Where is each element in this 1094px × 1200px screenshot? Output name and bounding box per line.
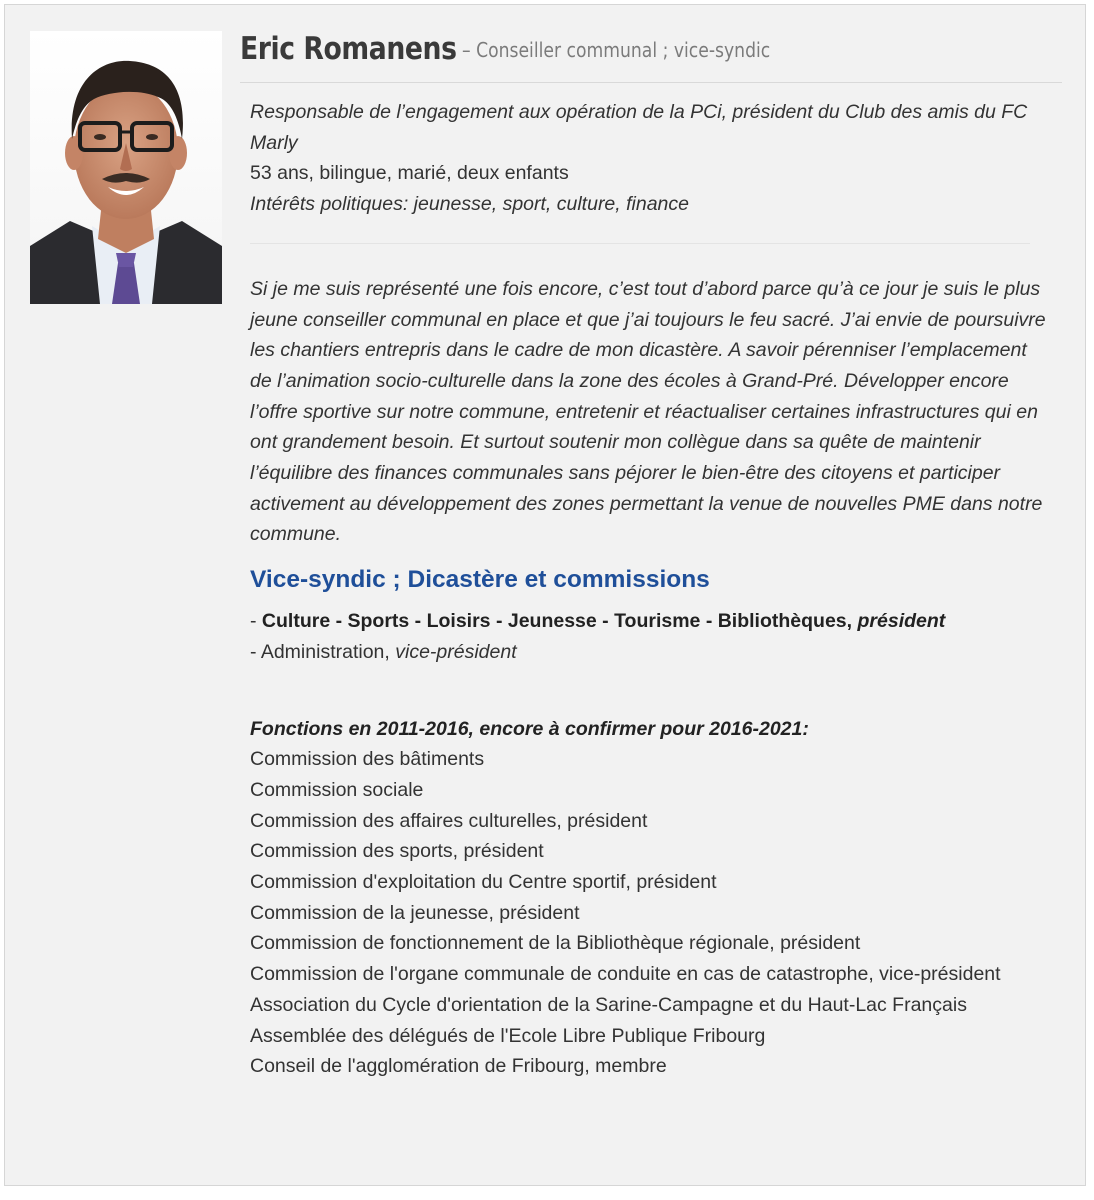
functions-title: Fonctions en 2011-2016, encore à confirmer pour 2016-2021: xyxy=(250,717,809,740)
divider xyxy=(250,243,1030,244)
function-item: Commission des bâtiments xyxy=(250,748,485,771)
summary-interests: Intérêts politiques: jeunesse, sport, culture, finance xyxy=(250,193,689,216)
portrait-image xyxy=(30,31,222,304)
profile-name: Eric Romanens xyxy=(240,31,457,67)
dicastere-item-administration: - Administration, vice-président xyxy=(250,640,517,663)
function-item: Commission des affaires culturelles, président xyxy=(250,809,648,832)
function-item: Commission sociale xyxy=(250,778,424,801)
dicastere-item-culture: - Culture - Sports - Loisirs - Jeunesse - Tourisme - Bibliothèques, président xyxy=(250,610,946,633)
summary-personal: 53 ans, bilingue, marié, deux enfants xyxy=(250,162,569,185)
function-item: Association du Cycle d'orientation de la Sarine-Campagne et du Haut-Lac Français xyxy=(250,993,967,1016)
function-item: Commission de fonctionnement de la Bibliothèque régionale, président xyxy=(250,932,861,955)
function-item: Commission de l'organe communale de conduite en cas de catastrophe, vice-président xyxy=(250,963,1001,986)
spacer xyxy=(250,668,1050,714)
summary-engagement: Responsable de l’engagement aux opération de la PCi, président du Club des amis du FC Marly xyxy=(250,101,1028,154)
statement-text: Si je me suis représenté une fois encore, c’est tout d’abord parce qu’à ce jour je suis le plus jeune conseiller communal en place et que j’ai toujours le feu sacré. J’ai envie de poursuivre les chantiers entrepris dans le cadre de mon dicastère. A savoir pérenniser l’emplacement de l’animation socio-culturelle dans la zone des écoles à Grand-Pré. Développer encore l’offre sportive sur notre commune, entretenir et réactualiser certaines infrastructures qui en ont grandement besoin. Et surtout soutenir mon collègue dans sa quête de maintenir l’équilibre des finances communales sans péjorer le bien-être des citoyens et participer activement au développement des zones permettant la venue de nouvelles PME dans notre commune. xyxy=(250,277,1046,546)
profile-role: – Conseiller communal ; vice-syndic xyxy=(462,38,771,62)
function-item: Commission d'exploitation du Centre sportif, président xyxy=(250,871,717,894)
profile-content xyxy=(250,97,1050,1082)
function-item: Commission de la jeunesse, président xyxy=(250,901,580,924)
profile-card xyxy=(4,4,1086,1186)
profile-header xyxy=(240,27,1062,83)
function-item: Assemblée des délégués de l'Ecole Libre Publique Fribourg xyxy=(250,1024,766,1047)
portrait-photo xyxy=(30,31,222,304)
function-item: Conseil de l'agglomération de Fribourg, membre xyxy=(250,1055,667,1078)
function-item: Commission des sports, président xyxy=(250,840,544,863)
dicastere-title: Vice-syndic ; Dicastère et commissions xyxy=(250,566,710,594)
